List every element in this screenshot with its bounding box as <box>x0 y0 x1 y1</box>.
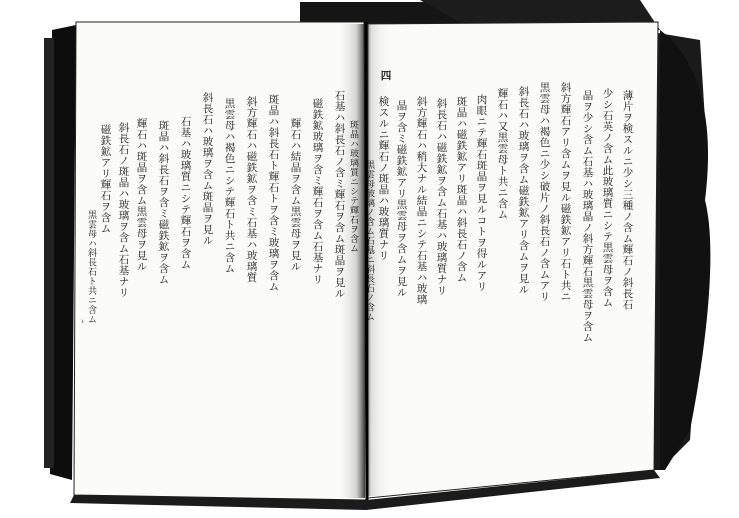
text-column: 肉眼ニテ輝石斑晶ヲ見ルコトヲ得ルアリ <box>475 94 488 292</box>
right-page <box>368 22 658 498</box>
text-column: 検スルニ輝石ノ斑晶ハ玻璃質ナリ <box>377 96 390 261</box>
text-column: 薄片ヲ検スルニ少シ三種ノ含ム輝石ノ斜長石 <box>621 90 634 310</box>
text-column: 斑晶ハ磁鉄鉱アリ斑晶ハ斜長石ノ含ム <box>455 96 468 283</box>
text-column: 輝石ハ又黒雲母ト共ニ含ム <box>496 88 509 220</box>
text-column: 斑晶ハ玻璃質ニシテ輝石ヲ含ム <box>348 120 358 253</box>
text-column: 磁鉄鉱アリ輝石ヲ含ム <box>99 124 112 234</box>
text-column: 晶ヲ含ミ磁鉄鉱アリ黒雲母ヲ含ムヲ見ル <box>395 100 408 298</box>
text-column: 黒雲母ハ褐色ニシテ輝石ト共ニ含ム <box>223 98 236 274</box>
text-column: 石基ハ玻璃質ニシテ輝石ヲ含ム <box>179 116 192 270</box>
text-column: 黒雲母ハ斜長石ト共ニ含ム <box>86 210 96 324</box>
text-column: 斜長石ノ斑晶ハ玻璃ヲ含ム石基ナリ <box>117 122 130 298</box>
text-column: 輝石ハ結晶ヲ含ム黒雲母ヲ見ル <box>289 118 302 272</box>
text-column: 輝石ハ斑晶ヲ含ム黒雲母ヲ見ル <box>135 118 148 272</box>
text-column: 石基ハ斜長石ノ含ミ輝石ヲ含ム斑晶ヲ見ル <box>333 90 346 299</box>
text-column: 磁鉄鉱玻璃ヲ含ミ輝石ヲ含ム石基ナリ <box>311 98 324 285</box>
text-column: 斜長石ハ磁鉄鉱ヲ含ム石基ハ玻璃質ナリ <box>435 98 448 296</box>
svg-text:ゝ: ゝ <box>78 317 86 326</box>
text-column: 斑晶ハ斜長石ヲ含ミ磁鉄鉱ヲ含ム <box>157 120 170 285</box>
text-column: 黒雲母玻璃ノ含ム石基ニ斜長石ノ含ム <box>364 160 374 322</box>
text-column: 少シ石英ノ含ム此玻璃質ニシテ黒雲母ヲ含ム <box>601 88 614 308</box>
text-column: 晶ヲ少シ含ム石基ハ玻璃晶ノ斜方輝石黒雲母ヲ含ム <box>581 90 594 343</box>
text-column: 斜方輝石ハ磁鉄鉱ヲ含ミ石基ハ玻璃質 <box>245 96 258 283</box>
text-column: 斜長石ハ玻璃ヲ含ム磁鉄鉱アリ含ムヲ見ル <box>517 86 530 295</box>
text-column: 斑晶ハ斜長石ト輝石トヲ含ミ玻璃ヲ含ム <box>267 94 280 292</box>
text-column: 斜方輝石アリ含ムヲ見ル磁鉄鉱アリ石ト共ニ <box>559 82 572 302</box>
section-marker: 四 <box>379 70 392 81</box>
text-column: 斜方輝石ハ稍大ナル結晶ニシテ石基ハ玻璃 <box>415 96 428 305</box>
text-column: 斜長石ハ玻璃ヲ含ム斑晶ヲ見ル <box>201 92 214 246</box>
text-column: 黒雲母ハ褐色ニ少シ破片ノ斜長石ノ含ムアリ <box>538 82 551 302</box>
